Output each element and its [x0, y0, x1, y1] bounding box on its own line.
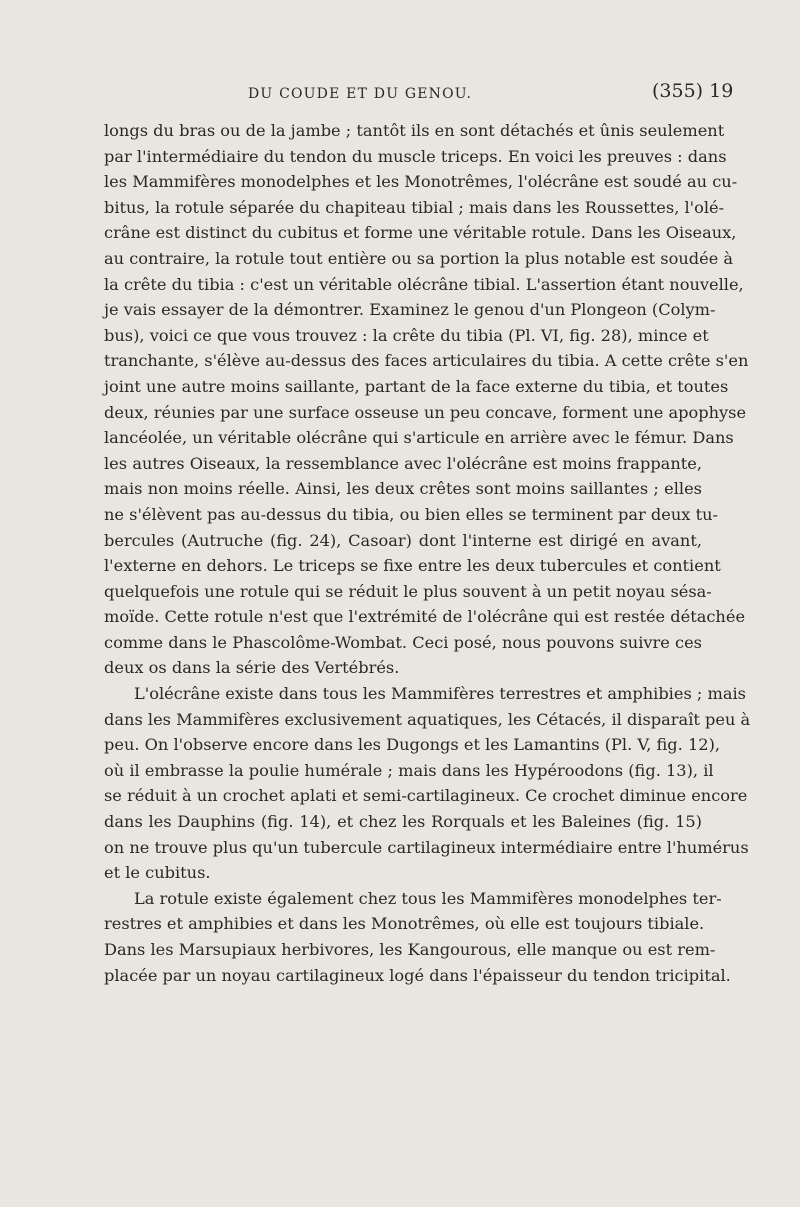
text-line: dans les Mammifères exclusivement aquatiques, les Cétacés, il disparaît peu à	[104, 709, 751, 729]
text-line: l'externe en dehors. Le triceps se fixe entre les deux tubercules et contient	[104, 556, 721, 576]
text-line: tranchante, s'élève au-dessus des faces articulaires du tibia. A cette crête s'en	[104, 351, 749, 371]
paragraph	[104, 681, 751, 886]
text-line: L'olécrâne existe dans tous les Mammifères terrestres et amphibies ; mais	[134, 684, 746, 704]
text-line: et le cubitus.	[104, 863, 211, 883]
text-line: crâne est distinct du cubitus et forme une véritable rotule. Dans les Oiseaux,	[104, 223, 737, 243]
text-line: longs du bras ou de la jambe ; tantôt ils en sont détachés et ûnis seulement	[104, 121, 725, 140]
text-line: placée par un noyau cartilagineux logé dans l'épaisseur du tendon tricipital.	[104, 965, 731, 985]
text-line: Dans les Marsupiaux herbivores, les Kangourous, elle manque ou est rem-	[104, 940, 716, 959]
text-line: La rotule existe également chez tous les Mammifères monodelphes ter-	[134, 888, 722, 908]
text-line: deux os dans la série des Vertébrés.	[104, 658, 400, 678]
text-line: restres et amphibies et dans les Monotrêmes, où elle est toujours tibiale.	[104, 914, 705, 934]
text-line: au contraire, la rotule tout entière ou sa portion la plus notable est soudée à	[104, 248, 734, 268]
text-line: les autres Oiseaux, la ressemblance avec l'olécrâne est moins frappante,	[104, 453, 702, 473]
text-line: on ne trouve plus qu'un tubercule cartilagineux intermédiaire entre l'humérus	[104, 837, 749, 857]
text-line: bitus, la rotule séparée du chapiteau tibial ; mais dans les Roussettes, l'olé-	[104, 197, 725, 217]
text-line: lancéolée, un véritable olécrâne qui s'articule en arrière avec le fémur. Dans	[104, 428, 734, 448]
body-text	[104, 118, 751, 988]
text-line: comme dans le Phascolôme-Wombat. Ceci posé, nous pouvons suivre ces	[104, 632, 702, 652]
text-line: dans les Dauphins (fig. 14), et chez les Rorquals et les Baleines (fig. 15)	[104, 812, 702, 832]
text-line: peu. On l'observe encore dans les Dugongs et les Lamantins (Pl. V, fig. 12),	[104, 735, 721, 755]
text-line: deux, réunies par une surface osseuse un peu concave, forment une apophyse	[104, 402, 747, 422]
paragraph	[104, 886, 731, 988]
paragraph	[104, 118, 749, 681]
text-line: mais non moins réelle. Ainsi, les deux crêtes sont moins saillantes ; elles	[104, 479, 702, 499]
text-line: les Mammifères monodelphes et les Monotrêmes, l'olécrâne est soudé au cu-	[104, 172, 738, 192]
text-line: quelquefois une rotule qui se réduit le plus souvent à un petit noyau sésa-	[104, 581, 712, 601]
running-head: DU COUDE ET DU GENOU.	[248, 86, 473, 102]
text-line: ne s'élèvent pas au-dessus du tibia, ou bien elles se terminent par deux tu-	[104, 504, 718, 524]
text-line: où il embrasse la poulie humérale ; mais dans les Hypéroodons (fig. 13), il	[104, 760, 714, 780]
page-number: (355) 19	[652, 80, 734, 102]
text-line: se réduit à un crochet aplati et semi-cartilagineux. Ce crochet diminue encore	[104, 786, 748, 806]
text-line: bercules (Autruche (fig. 24), Casoar) dont l'interne est dirigé en avant,	[104, 530, 702, 550]
text-line: bus), voici ce que vous trouvez : la crête du tibia (Pl. VI, fig. 28), mince et	[104, 325, 709, 345]
text-line: par l'intermédiaire du tendon du muscle triceps. En voici les preuves : dans	[104, 146, 727, 166]
text-line: moïde. Cette rotule n'est que l'extrémité de l'olécrâne qui est restée détachée	[104, 607, 746, 627]
text-line: je vais essayer de la démontrer. Examinez le genou d'un Plongeon (Colym-	[104, 300, 716, 320]
text-line: la crête du tibia : c'est un véritable olécrâne tibial. L'assertion étant nouvelle,	[104, 274, 744, 294]
text-line: joint une autre moins saillante, partant de la face externe du tibia, et toutes	[104, 376, 729, 396]
